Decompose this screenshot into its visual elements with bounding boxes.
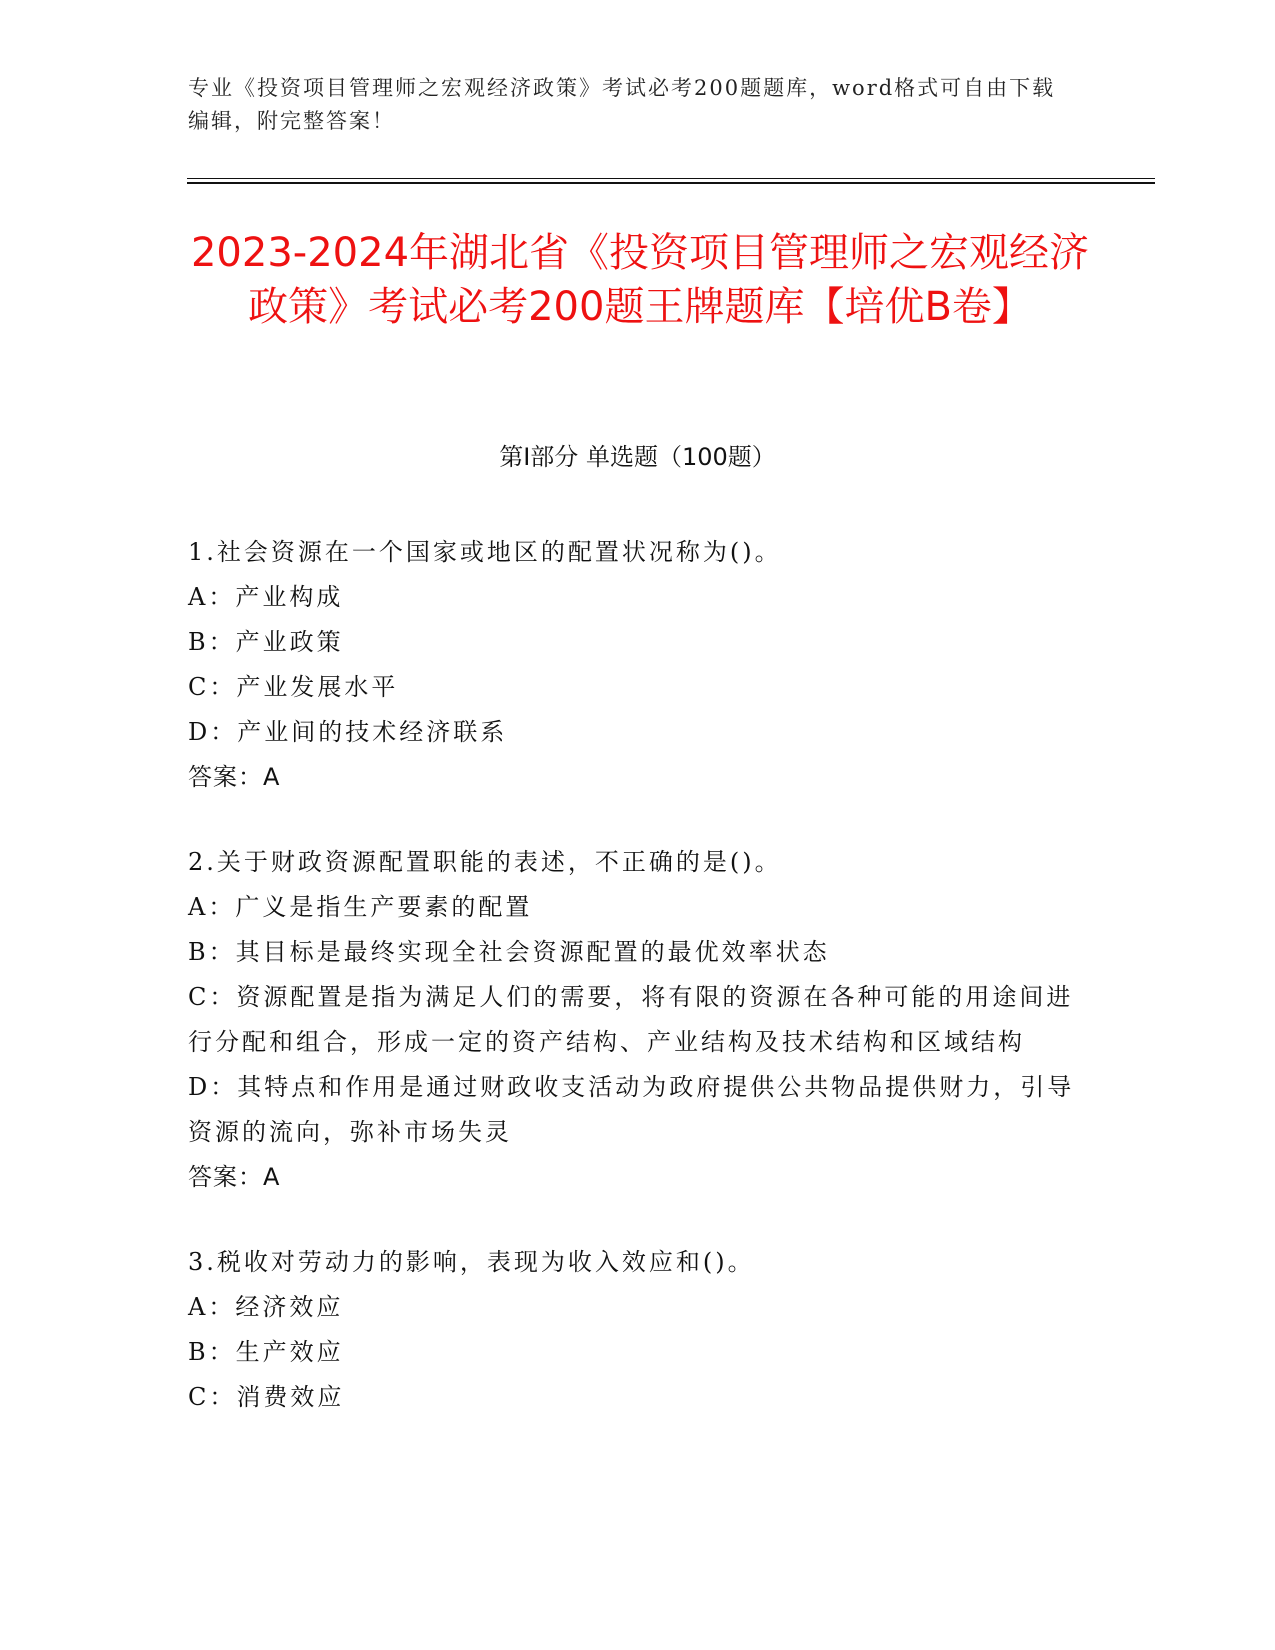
- option-b: B：生产效应: [188, 1338, 344, 1366]
- question-3: [188, 1240, 1088, 1420]
- option-b: B：其目标是最终实现全社会资源配置的最优效率状态: [188, 938, 830, 966]
- question-stem: 3.税收对劳动力的影响，表现为收入效应和()。: [188, 1248, 755, 1276]
- question-2: [188, 840, 1088, 1200]
- question-stem: 1.社会资源在一个国家或地区的配置状况称为()。: [188, 538, 782, 566]
- option-b: B：产业政策: [188, 628, 344, 656]
- option-c: C：产业发展水平: [188, 673, 399, 701]
- header-divider-thick: [187, 182, 1155, 184]
- question-list: [188, 530, 1088, 1460]
- question-1: [188, 530, 1088, 800]
- question-stem: 2.关于财政资源配置职能的表述，不正确的是()。: [188, 848, 782, 876]
- header-divider-thin: [187, 178, 1155, 179]
- option-a: A：产业构成: [188, 583, 344, 611]
- document-title: 2023-2024年湖北省《投资项目管理师之宏观经济政策》考试必考200题王牌题库【培优B卷】: [190, 230, 1090, 330]
- option-d: D：产业间的技术经济联系: [188, 718, 508, 746]
- header-note: 专业《投资项目管理师之宏观经济政策》考试必考200题题库，word格式可自由下载编辑，附完整答案！: [188, 76, 1056, 133]
- option-a: A：经济效应: [188, 1293, 344, 1321]
- answer: 答案：A: [188, 1163, 281, 1191]
- section-heading: 第I部分 单选题（100题）: [499, 443, 776, 471]
- option-d: D：其特点和作用是通过财政收支活动为政府提供公共物品提供财力，引导资源的流向，弥补市场失灵: [188, 1073, 1075, 1146]
- option-a: A：广义是指生产要素的配置: [188, 893, 533, 921]
- option-c: C：消费效应: [188, 1383, 345, 1411]
- answer: 答案：A: [188, 763, 281, 791]
- option-c: C：资源配置是指为满足人们的需要，将有限的资源在各种可能的用途间进行分配和组合，形成一定的资产结构、产业结构及技术结构和区域结构: [188, 983, 1074, 1056]
